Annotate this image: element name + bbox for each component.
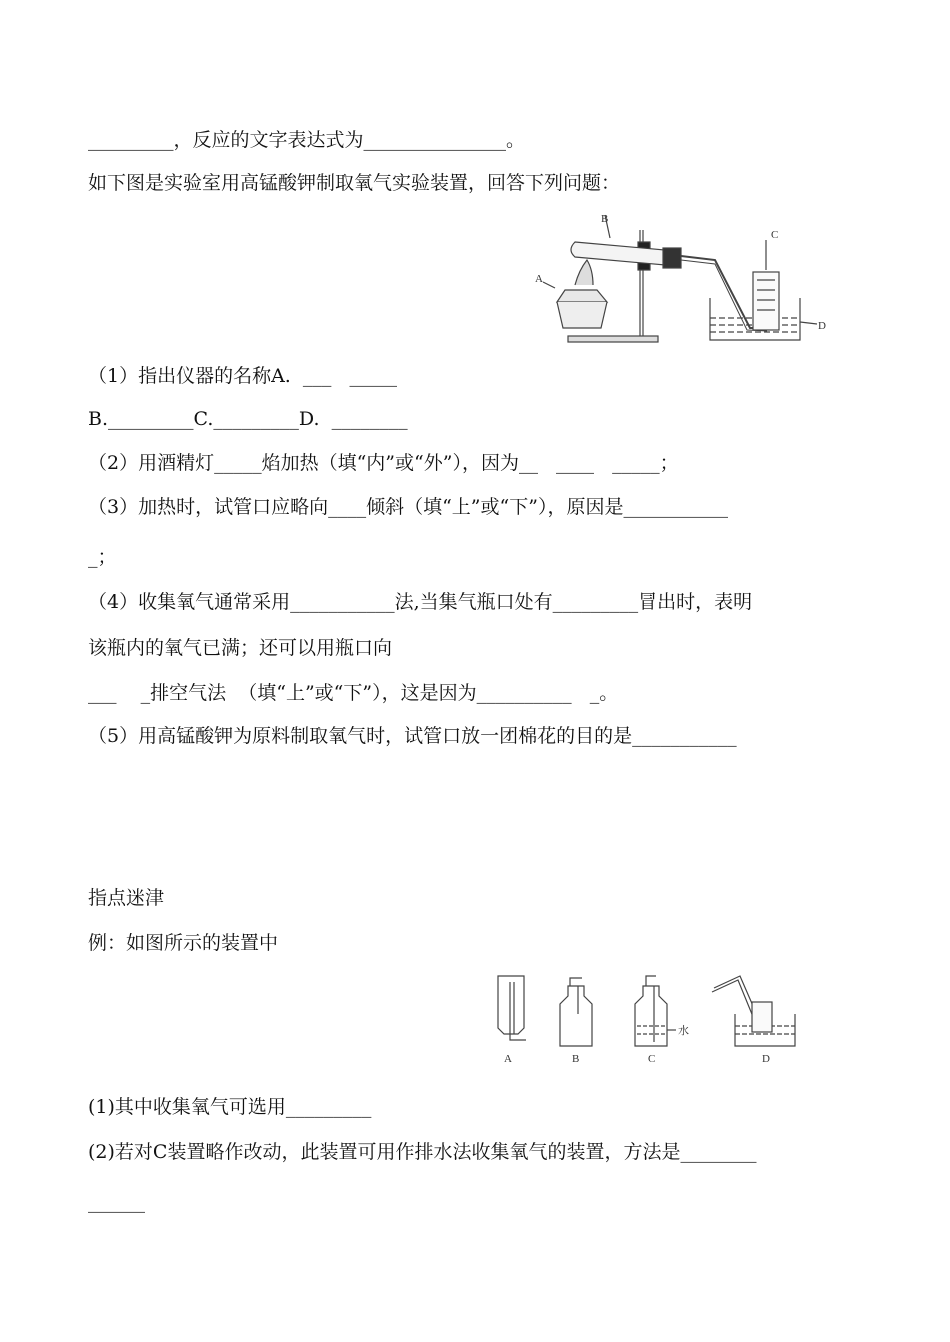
label-d: D xyxy=(818,320,826,332)
label-a: A xyxy=(535,273,543,285)
label-b: B xyxy=(572,1053,580,1065)
question-4b: 该瓶内的氧气已满；还可以用瓶口向 xyxy=(88,637,393,659)
question-1b: B._________C._________D. ________ xyxy=(88,408,408,430)
question-4a: （4）收集氧气通常采用___________法,当集气瓶口处有_________冒出时，表明 xyxy=(88,591,753,613)
example-q2: (2)若对C装置略作改动，此装置可用作排水法收集氧气的装置，方法是________ xyxy=(88,1141,757,1163)
line-intro: 如下图是实验室用高锰酸钾制取氧气实验装置，回答下列问题： xyxy=(88,172,621,194)
question-3-cont: _； xyxy=(88,546,117,568)
question-3: （3）加热时，试管口应略向____倾斜（填“上”或“下”），原因是___________ xyxy=(88,496,728,518)
label-b: B xyxy=(601,213,609,225)
question-5: （5）用高锰酸钾为原料制取氧气时，试管口放一团棉花的目的是___________ xyxy=(88,725,737,747)
example-q2-cont: ______ xyxy=(88,1191,145,1213)
label-a: A xyxy=(504,1053,512,1065)
example-q1: (1)其中收集氧气可选用_________ xyxy=(88,1096,372,1118)
label-water: 水 xyxy=(678,1025,689,1037)
question-1a: （1）指出仪器的名称A. ___ _____ xyxy=(88,365,398,387)
apparatus-figure xyxy=(535,210,835,345)
devices-figure xyxy=(490,970,805,1070)
line-answer-blank: _________，反应的文字表达式为_______________。 xyxy=(88,129,526,151)
section-heading: 指点迷津 xyxy=(88,887,165,909)
label-c: C xyxy=(771,229,779,241)
label-d: D xyxy=(762,1053,770,1065)
question-4c: ___ _排空气法 （填“上”或“下”），这是因为__________ _。 xyxy=(88,682,619,704)
label-c: C xyxy=(648,1053,656,1065)
question-2: （2）用酒精灯_____焰加热（填“内”或“外”），因为__ ____ _____； xyxy=(88,452,679,474)
example-intro: 例：如图所示的装置中 xyxy=(88,932,279,954)
